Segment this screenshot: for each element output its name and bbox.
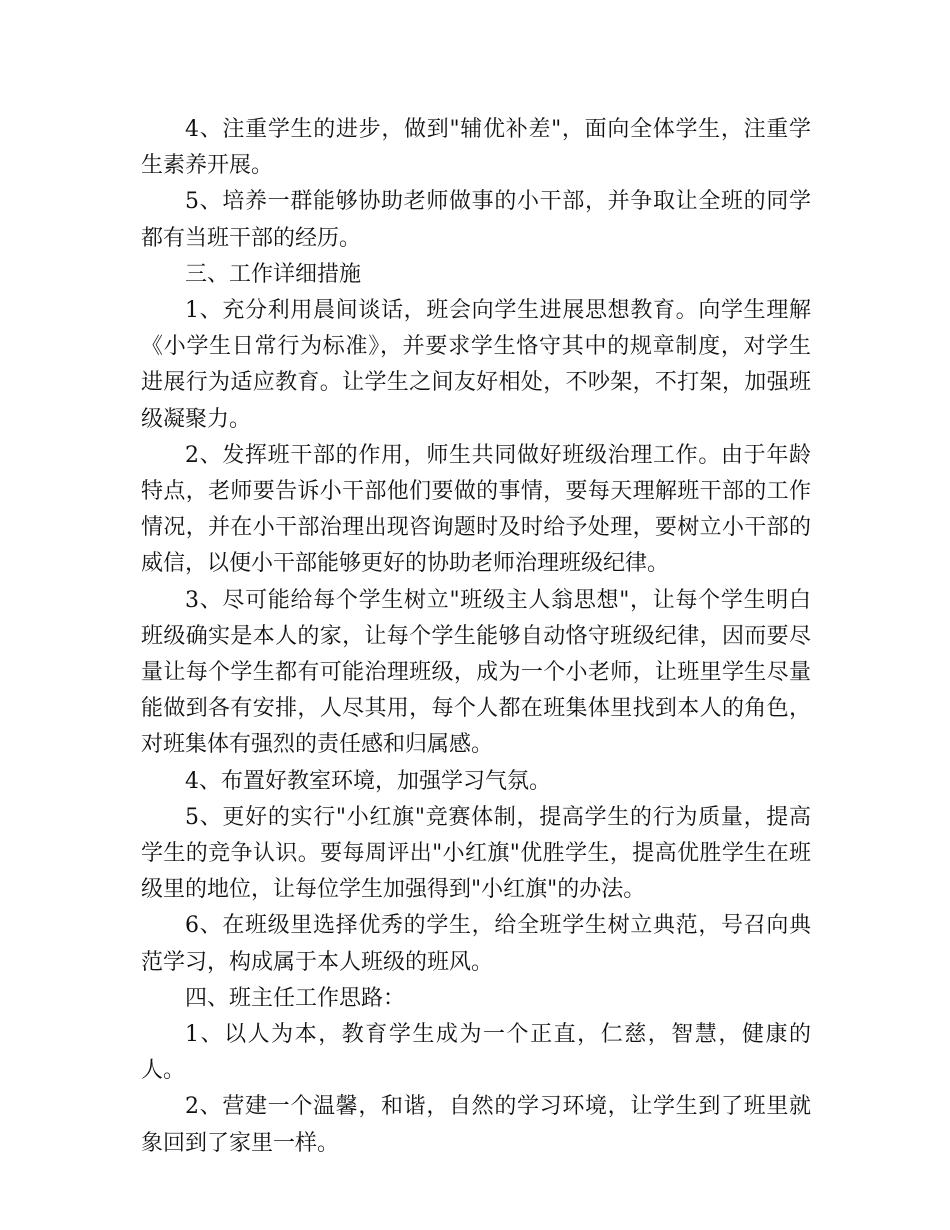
paragraph-measure-3: 3、尽可能给每个学生树立"班级主人翁思想"，让每个学生明白班级确实是本人的家，让每个学生能够自动恪守班级纪律，因而要尽量让每个学生都有可能治理班级，成为一个小老师，让班里学生尽量能做到各有安排，人尽其用，每个人都在班集体里找到本人的角色，对班集体有强烈的责任感和归属感。 — [141, 587, 811, 758]
paragraph-approach-1: 1、以人为本，教育学生成为一个正直，仁慈，智慧，健康的人。 — [141, 1022, 811, 1084]
section-heading-approach: 四、班主任工作思路： — [185, 985, 406, 1011]
paragraph-measure-5: 5、更好的实行"小红旗"竞赛体制，提高学生的行为质量，提高学生的竞争认识。要每周评出"小红旗"优胜学生，提高优胜学生在班级里的地位，让每位学生加强得到"小红旗"的办法。 — [141, 804, 811, 903]
paragraph-measure-4: 4、布置好教室环境，加强学习气氛。 — [185, 768, 551, 794]
paragraph-measure-2: 2、发挥班干部的作用，师生共同做好班级治理工作。由于年龄特点，老师要告诉小干部他们要做的事情，要每天理解班干部的工作情况，并在小干部治理出现咨询题时及时给予处理，要树立小干部的威信，以便小干部能够更好的协助老师治理班级纪律。 — [141, 442, 811, 577]
paragraph-measure-1: 1、充分利用晨间谈话，班会向学生进展思想教育。向学生理解《小学生日常行为标准》，并要求学生恪守其中的规章制度，对学生进展行为适应教育。让学生之间友好相处，不吵架，不打架，加强班级凝聚力。 — [141, 298, 811, 432]
paragraph-goal-5: 5、培养一群能够协助老师做事的小干部，并争取让全班的同学都有当班干部的经历。 — [141, 189, 811, 251]
section-heading-measures: 三、工作详细措施 — [185, 261, 362, 287]
paragraph-goal-4: 4、注重学生的进步，做到"辅优补差"，面向全体学生，注重学生素养开展。 — [141, 117, 811, 179]
document-body — [141, 112, 811, 1162]
paragraph-measure-6: 6、在班级里选择优秀的学生，给全班学生树立典范，号召向典范学习，构成属于本人班级的班风。 — [141, 913, 811, 975]
paragraph-approach-2: 2、营建一个温馨，和谐，自然的学习环境，让学生到了班里就象回到了家里一样。 — [141, 1094, 811, 1156]
